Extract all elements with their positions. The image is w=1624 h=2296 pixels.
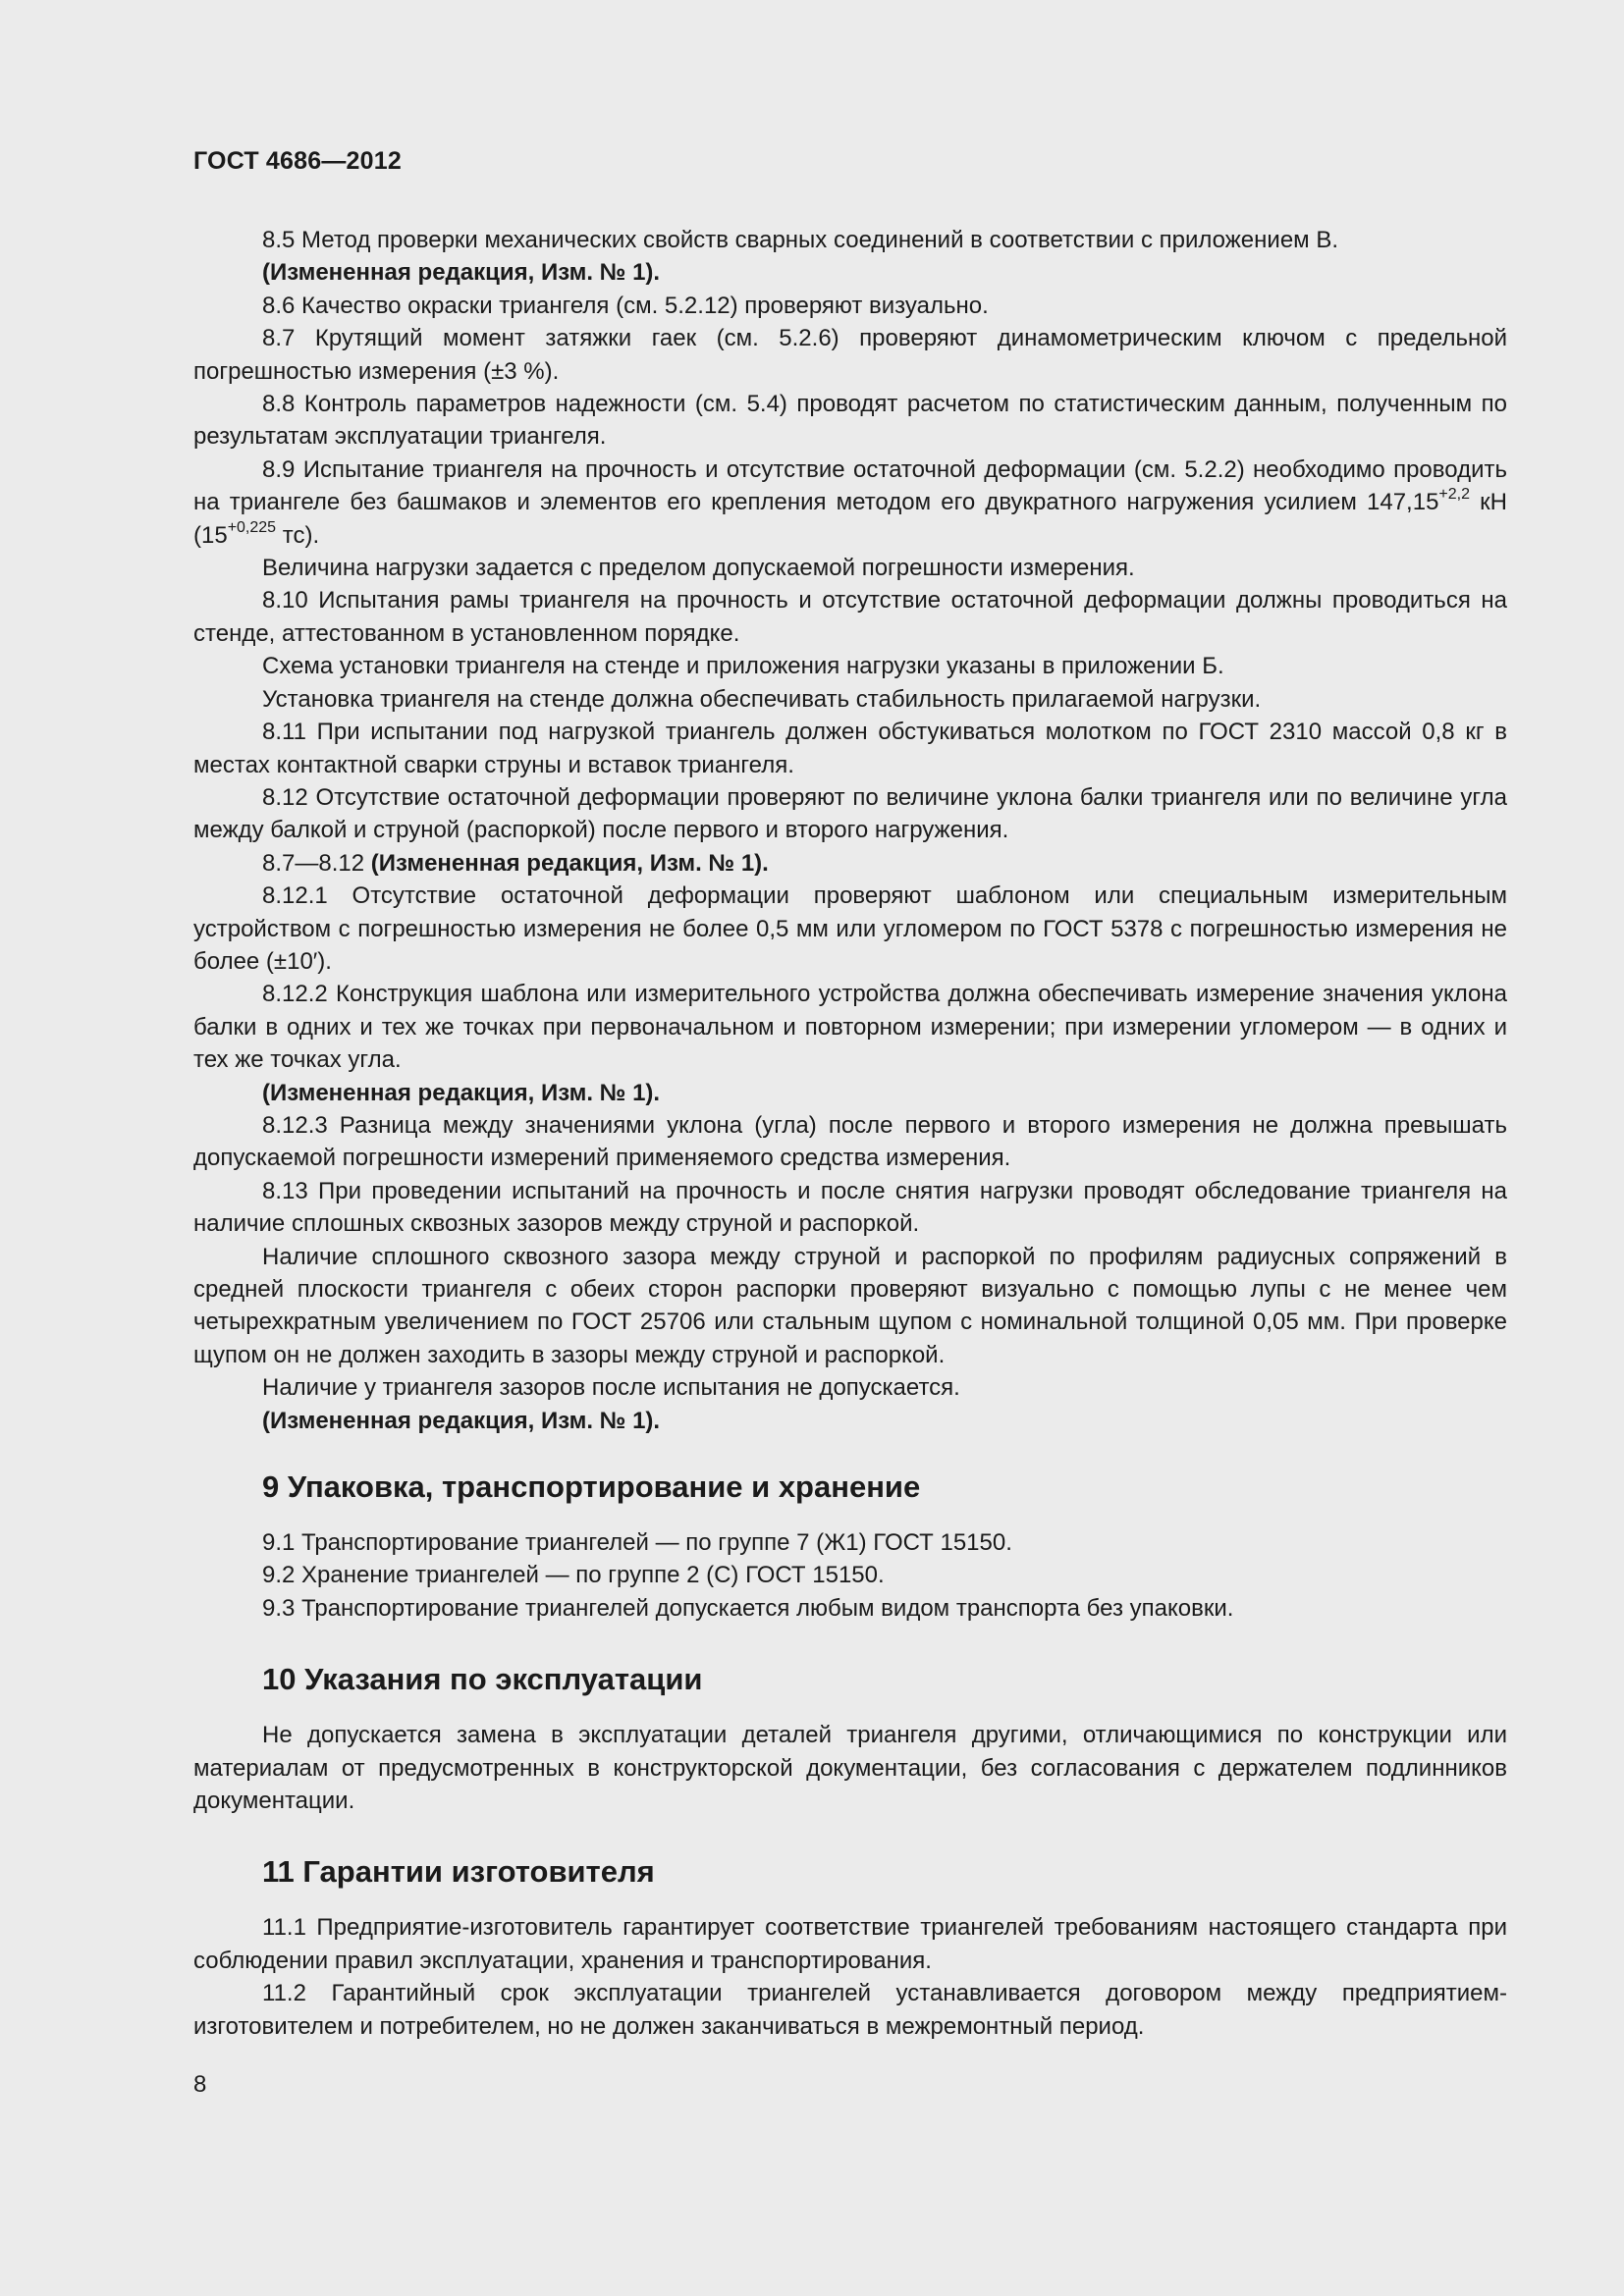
paragraph-8-7-8-12-note — [193, 847, 1507, 880]
paragraph-11-1: 11.1 Предприятие-изготовитель гарантирует соответствие триангелей требованиям настоящего стандарта при соблюдении правил эксплуатации, хранения и транспортирования. — [193, 1914, 1507, 1974]
paragraph-load-value: Величина нагрузки задается с пределом допускаемой погрешности измерения. — [262, 555, 1135, 582]
paragraph-8-12-3: 8.12.3 Разница между значениями уклона (угла) после первого и второго измерения не должна превышать допускаемой погрешности измерений применяемого средства измерения. — [193, 1111, 1507, 1172]
page-content — [193, 224, 1507, 2043]
paragraph-10: Не допускается замена в эксплуатации деталей триангеля другими, отличающимися по конструкции или материалам от предусмотренных в конструкторской документации, без согласования с держателем подлинников документации. — [193, 1722, 1507, 1815]
amendment-note: (Измененная редакция, Изм. № 1). — [262, 259, 661, 287]
section-10-title: 10 Указания по эксплуатации — [262, 1662, 703, 1697]
paragraph-8-8: 8.8 Контроль параметров надежности (см. 5.4) проводят расчетом по статистическим данным, полученным по результатам эксплуатации триангеля. — [193, 391, 1507, 451]
amendment-note: (Измененная редакция, Изм. № 1). — [262, 1407, 661, 1434]
paragraph-9-3: 9.3 Транспортирование триангелей допускается любым видом транспорта без упаковки. — [262, 1594, 1234, 1622]
tolerance-superscript-kn: +2,2 — [1438, 486, 1471, 504]
paragraph-8-10: 8.10 Испытания рамы триангеля на прочность и отсутствие остаточной деформации должны проводиться на стенде, аттестованном в установленном порядке. — [193, 587, 1507, 647]
paragraph-scheme: Схема установки триангеля на стенде и приложения нагрузки указаны в приложении Б. — [262, 653, 1224, 680]
amendment-note: (Измененная редакция, Изм. № 1). — [370, 849, 769, 877]
paragraph-8-9-end: тс). — [276, 521, 320, 549]
paragraph-9-2: 9.2 Хранение триангелей — по группе 2 (С) ГОСТ 15150. — [262, 1562, 885, 1589]
section-11-title: 11 Гарантии изготовителя — [262, 1854, 655, 1890]
paragraph-8-7: 8.7 Крутящий момент затяжки гаек (см. 5.2.6) проверяют динамометрическим ключом с предельной погрешностью измерения (±3 %). — [193, 325, 1507, 385]
tolerance-superscript-ts: +0,225 — [227, 518, 277, 536]
section-9-title: 9 Упаковка, транспортирование и хранение — [262, 1469, 921, 1505]
document-code-header: ГОСТ 4686—2012 — [193, 147, 402, 175]
paragraph-8-9-text: 8.9 Испытание триангеля на прочность и отсутствие остаточной деформации (см. 5.2.2) необходимо проводить на триангеле без башмаков и элементов его крепления методом его двукратного нагружения усилием 147,15 — [193, 455, 1507, 516]
paragraph-8-6: 8.6 Качество окраски триангеля (см. 5.2.12) проверяют визуально. — [262, 292, 989, 319]
amendment-note: (Измененная редакция, Изм. № 1). — [262, 1079, 661, 1106]
paragraph-stand-setup: Установка триангеля на стенде должна обеспечивать стабильность прилагаемой нагрузки. — [262, 685, 1262, 713]
range-label: 8.7—8.12 — [262, 849, 371, 877]
page-number: 8 — [193, 2071, 207, 2098]
paragraph-gap-check: Наличие сплошного сквозного зазора между струной и распоркой по профилям радиусных сопряжений в средней плоскости триангеля с обеих сторон распорки проверяют визуально с помощью лупы с не менее чем четырехкратным увеличением по ГОСТ 25706 или стальным щупом с номинальной толщиной 0,05 мм. При проверке щупом он не должен заходить в зазоры между струной и распоркой. — [193, 1243, 1507, 1368]
paragraph-8-9 — [193, 454, 1507, 552]
paragraph-8-13: 8.13 При проведении испытаний на прочность и после снятия нагрузки проводят обследование триангеля на наличие сплошных сквозных зазоров между струной и распоркой. — [193, 1177, 1507, 1238]
paragraph-8-12-2: 8.12.2 Конструкция шаблона или измерительного устройства должна обеспечивать измерение значения уклона балки в одних и тех же точках при первоначальном и повторном измерении; при измерении угломером — в одних и тех же точках угла. — [193, 981, 1507, 1074]
paragraph-11-2: 11.2 Гарантийный срок эксплуатации триангелей устанавливается договором между предприятием-изготовителем и потребителем, но не должен заканчиваться в межремонтный период. — [193, 1980, 1507, 2040]
paragraph-8-12: 8.12 Отсутствие остаточной деформации проверяют по величине уклона балки триангеля или по величине угла между балкой и струной (распоркой) после первого и второго нагружения. — [193, 783, 1507, 844]
paragraph-gap-not-allowed: Наличие у триангеля зазоров после испытания не допускается. — [262, 1374, 960, 1402]
paragraph-9-1: 9.1 Транспортирование триангелей — по группе 7 (Ж1) ГОСТ 15150. — [262, 1529, 1012, 1557]
paragraph-8-5: 8.5 Метод проверки механических свойств сварных соединений в соответствии с приложением В. — [262, 227, 1339, 253]
paragraph-8-11: 8.11 При испытании под нагрузкой триангель должен обстукиваться молотком по ГОСТ 2310 массой 0,8 кг в местах контактной сварки струны и вставок триангеля. — [193, 719, 1507, 778]
paragraph-8-12-1: 8.12.1 Отсутствие остаточной деформации проверяют шаблоном или специальным измерительным устройством с погрешностью измерения не более 0,5 мм или угломером по ГОСТ 5378 с погрешностью измерения не более (±10′). — [193, 882, 1507, 975]
paragraph-8-9-unit: кН (15 — [193, 489, 1508, 549]
